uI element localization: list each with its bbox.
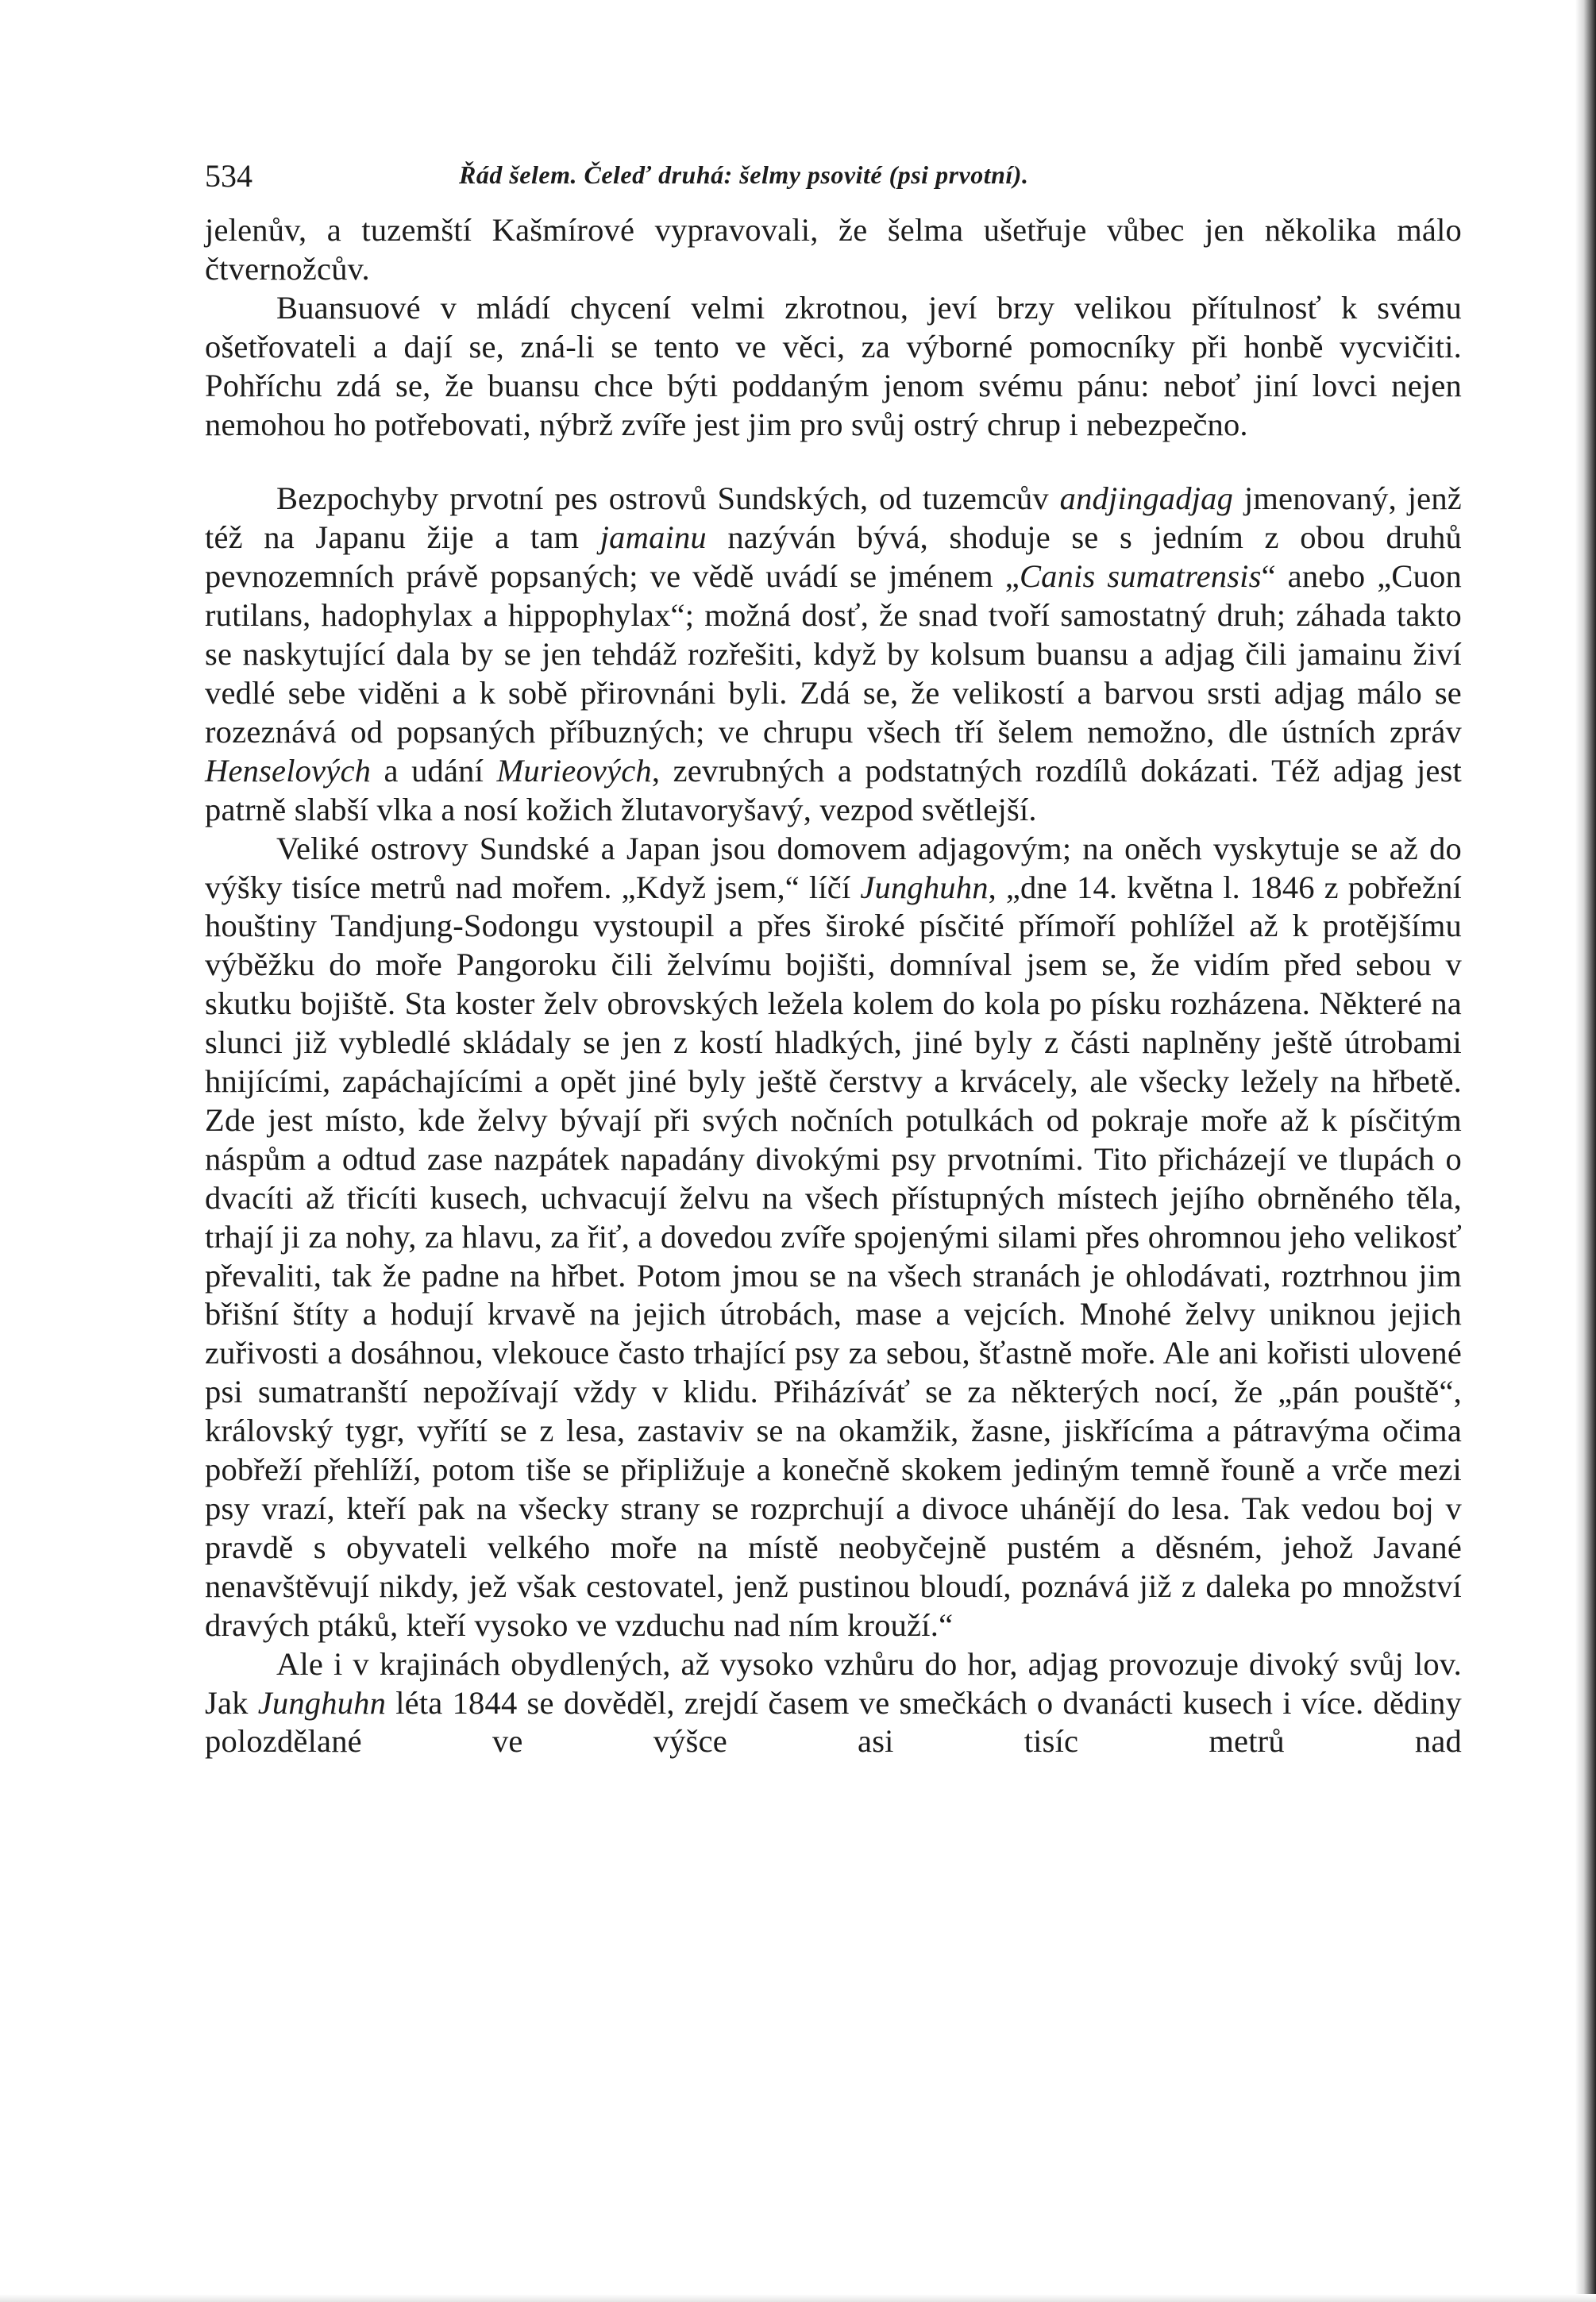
text-run: “ anebo „Cuon rutilans, hadophylax a hippophylax“; možná dosť, že snad tvoří samostatný druh; záhada takto se naskytující dala by se jen tehdáž rozřešiti, když by kolsum buansu a adjag čili jamainu živí vedlé sebe viděni a k sobě přirovnáni byli. Zdá se, že velikostí a barvou srsti adjag málo se rozeznává od popsaných příbuzných; ve chrupu všech tří šelem nemožno, dle ústních zpráv xyxy=(205,558,1462,750)
book-page xyxy=(205,143,1462,1761)
page-number: 534 xyxy=(205,158,253,194)
scan-bottom-shadow xyxy=(0,2294,1596,2302)
text-run: , „dne 14. května l. 1846 z pobřežní houštiny Tandjung-Sodongu vystoupil a přes široké písčité přímoří pohlížel až k protějšímu výběžku do moře Pangoroku čili želvímu bojišti, domníval jsem se, že vidím před sebou v skutku bojiště. Sta koster želv obrovských ležela kolem do kola po písku rozházena. Některé na slunci již vybledlé skládaly se jen z kostí hladkých, jiné byly z části naplněny ještě útrobami hnijícími, zapáchajícími a opět jiné byly ještě čerstvy a krvácely, ale všecky ležely na hřbetě. Zde jest místo, kde želvy bývají při svých nočních potulkách od pokraje moře až k písčitým náspům a odtud zase nazpátek napadány divokými psy prvotními. Tito přicházejí ve tlupách o dvacíti až třicíti kusech, uchvacují želvu na všech přístupných místech jejího obrněného těla, trhají ji za nohy, za hlavu, za řiť, a dovedou zvíře spojenými silami přes ohromnou jeho velikosť převaliti, tak že padne na hřbet. Potom jmou se na všech stranách je ohlodávati, roztrhnou jim břišní štíty a hodují krvavě na jejich útrobách, mase a vejcích. Mnohé želvy uniknou jejich zuřivosti a dosáhnou, vlekouce často trhající psy za sebou, šťastně moře. Ale ani kořisti ulovené psi sumatranští nepožívají vždy v klidu. Přiházíváť se za některých nocí, že „pán pouště“, královský tygr, vyřítí se z lesa, zastaviv se na okamžik, žasne, jiskřícíma a pátravýma očima pobřeží přehlíží, potom tiše se připližuje a konečně skokem jediným temně řouně a vrče mezi psy vrazí, kteří pak na všecky strany se rozprchují a divoce uhánějí do lesa. Tak vedou boj v pravdě s obyvateli velkého moře na místě neobyčejně pustém a děsném, jehož Javané nenavštěvují nikdy, jež však cestovatel, jenž pustinou bloudí, poznává již z daleka po množství dravých ptáků, kteří vysoko ve vzduchu nad ním krouží.“ xyxy=(205,869,1462,1643)
paragraph-3 xyxy=(205,480,1462,829)
italic-term: Junghuhn xyxy=(257,1684,387,1721)
italic-term: Murieových xyxy=(496,752,652,789)
paragraph-5 xyxy=(205,1645,1462,1762)
text-run: nazýván bývá, shoduje se s jedním z obou druhů pevnozemních právě popsaných; ve vědě uvádí se jménem „ xyxy=(205,519,1462,595)
running-title: Řád šelem. Čeleď druhá: šelmy psovité (psi prvotní). xyxy=(459,160,1029,189)
text-run: Veliké ostrovy Sundské a Japan jsou domovem adjagovým; na oněch vyskytuje se až do výšky tisíce metrů nad mořem. „Když jsem,“ líčí xyxy=(205,830,1462,905)
italic-term: Henselových xyxy=(205,752,372,789)
italic-term: jamainu xyxy=(599,519,707,556)
paragraph-4 xyxy=(205,830,1462,1645)
text-run: a udání xyxy=(371,752,497,789)
scan-edge-shadow xyxy=(1575,0,1596,2302)
text-run: , zevrubných a podstatných rozdílů dokázati. Též adjag jest patrně slabší vlka a nosí kožich žlutavoryšavý, vezpod světlejší. xyxy=(205,752,1462,827)
paragraph-2: Buansuové v mládí chycení velmi zkrotnou, jeví brzy velikou přítulnosť k svému ošetřovateli a dají se, zná-li se tento ve věci, za výborné pomocníky při honbě vycvičiti. Pohříchu zdá se, že buansu chce býti poddaným jenom svému pánu: neboť jiní lovci nejen nemohou ho potřebovati, nýbrž zvíře jest jim pro svůj ostrý chrup i nebezpečno. xyxy=(205,289,1462,442)
text-run: Ale i v krajinách obydlených, až vysoko vzhůru do hor, adjag provozuje divoký svůj lov. Jak xyxy=(205,1645,1462,1721)
text-run: Bezpochyby prvotní pes ostrovů Sundských, od tuzemcův xyxy=(276,480,1060,517)
italic-term: Canis sumatrensis xyxy=(1019,558,1262,595)
text-run: léta 1844 se dověděl, zrejdí časem ve smečkách o dvanácti kusech i více. dědiny polozdělané ve výšce asi tisíc metrů nad xyxy=(205,1684,1462,1760)
body-text xyxy=(205,211,1462,1761)
italic-term: andjingadjag xyxy=(1059,480,1234,517)
text-run: jmenovaný, jenž též na Japanu žije a tam xyxy=(205,480,1462,556)
page-header xyxy=(205,143,1462,200)
paragraph-1: jelenův, a tuzemští Kašmírové vypravovali, že šelma ušetřuje vůbec jen několika málo čtvernožcův. xyxy=(205,212,1462,287)
italic-term: Junghuhn xyxy=(860,869,989,905)
